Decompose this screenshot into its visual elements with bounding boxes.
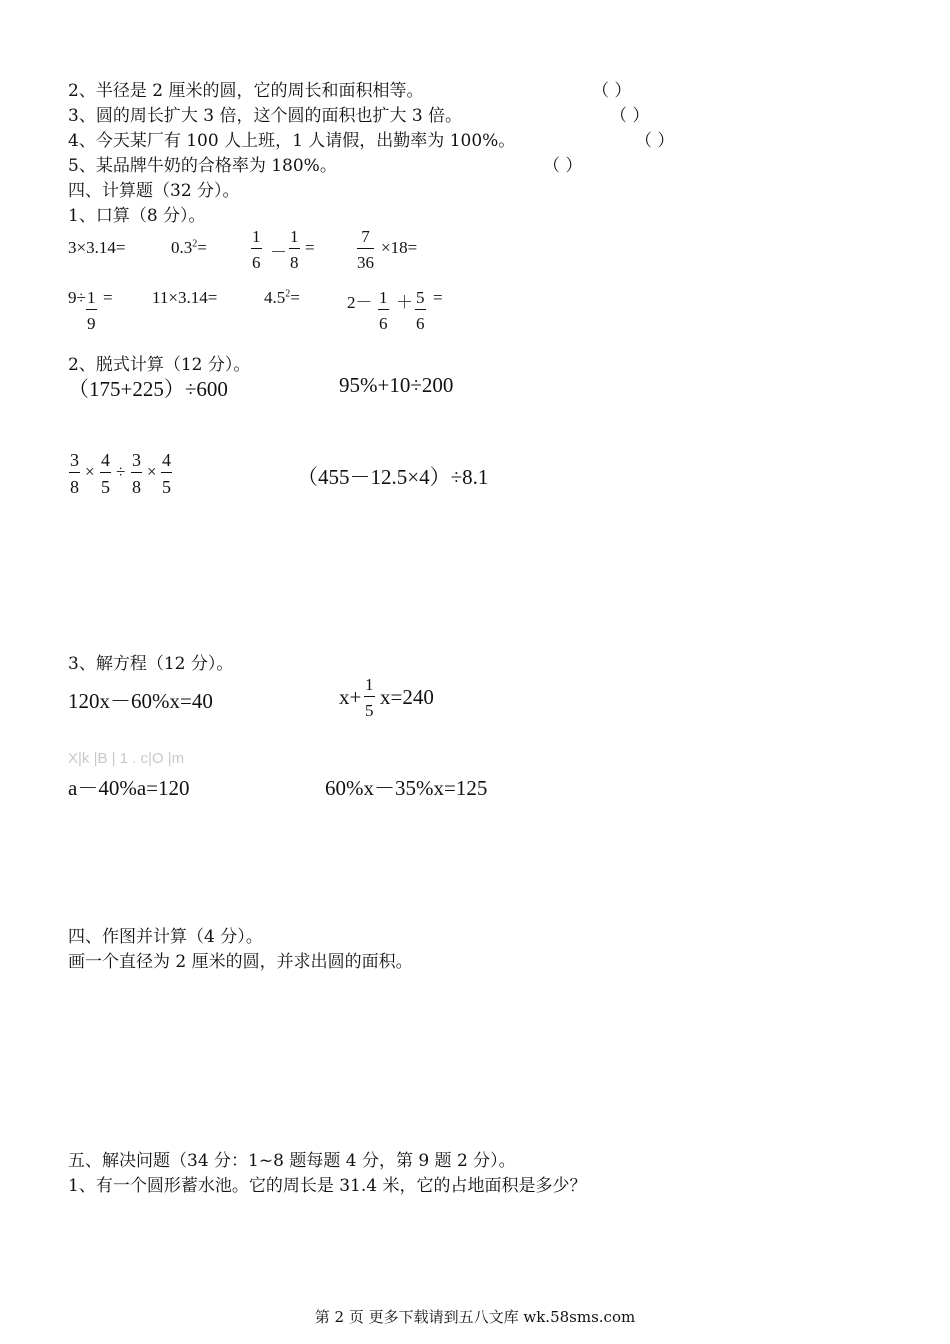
expression: 95%+10÷200 <box>339 373 454 397</box>
fraction: 1 9 <box>87 288 96 333</box>
oral-item: $0.3^2=$ <box>171 238 207 257</box>
equation-suffix: x=240 <box>380 685 434 709</box>
page-footer: 第 2 页 更多下载请到五八文库 wk.58sms.com <box>314 1308 636 1326</box>
judge-question-2: 2、半径是 2 厘米的圆，它的周长和面积相等。 <box>68 81 424 101</box>
section-title-calculation: 四、计算题（32 分）。 <box>68 181 240 201</box>
fraction: 7 36 <box>357 227 374 272</box>
problem-1: 1、有一个圆形蓄水池。它的周长是 31.4 米，它的占地面积是多少？ <box>68 1176 587 1196</box>
oral-item-prefix: 2－ <box>347 293 373 312</box>
drawing-instruction: 画一个直径为 2 厘米的圆，并求出圆的面积。 <box>68 952 413 972</box>
answer-bracket: （ ） <box>610 106 650 126</box>
answer-bracket: （ ） <box>635 131 675 151</box>
operator: ÷ <box>116 462 126 481</box>
judge-question-4: 4、今天某厂有 100 人上班，1 人请假，出勤率为 100%。 <box>68 131 516 151</box>
operator: × <box>85 462 95 481</box>
fraction: 4 5 <box>101 450 110 497</box>
equals: = <box>103 288 113 307</box>
fraction: 5 6 <box>416 288 425 333</box>
fraction: 4 5 <box>162 450 171 497</box>
fraction: 1 5 <box>365 675 374 720</box>
expression: （455－12.5×4）÷8.1 <box>297 465 489 489</box>
operator: × <box>147 462 157 481</box>
equals: = <box>433 288 443 307</box>
fraction: 1 8 <box>290 227 299 272</box>
oral-item: 11×3.14= <box>152 288 218 307</box>
stepwise-title: 2、脱式计算（12 分）。 <box>68 355 251 375</box>
oral-item-prefix: 9÷ <box>68 288 86 307</box>
equation: 60%x－35%x=125 <box>325 776 488 800</box>
fraction: 1 6 <box>252 227 261 272</box>
answer-bracket: （ ） <box>543 156 583 176</box>
equation: 120x－60%x=40 <box>68 689 213 713</box>
oral-item: 3×3.14= <box>68 238 126 257</box>
equation-prefix: x+ <box>339 685 362 709</box>
watermark: X|k |B | 1 . c|O |m <box>68 750 185 767</box>
drawing-title: 四、作图并计算（4 分）。 <box>68 927 263 947</box>
operator: － <box>270 243 287 262</box>
problems-title: 五、解决问题（34 分：1~8 题每题 4 分，第 9 题 2 分）。 <box>68 1151 516 1171</box>
equals: = <box>305 238 315 257</box>
operator: ＋ <box>396 293 413 312</box>
judge-question-5: 5、某品牌牛奶的合格率为 180%。 <box>68 156 337 176</box>
equation: a－40%a=120 <box>68 776 190 800</box>
fraction: 3 8 <box>70 450 79 497</box>
answer-bracket: （ ） <box>592 81 632 101</box>
oral-calc-title: 1、口算（8 分）。 <box>68 206 206 226</box>
fraction: 1 6 <box>379 288 388 333</box>
judge-question-3: 3、圆的周长扩大 3 倍，这个圆的面积也扩大 3 倍。 <box>68 106 463 126</box>
expression: （175+225）÷600 <box>68 377 228 401</box>
equations-title: 3、解方程（12 分）。 <box>68 654 234 674</box>
oral-item-tail: ×18= <box>381 238 418 257</box>
fraction: 3 8 <box>132 450 141 497</box>
oral-item: $4.5^2=$ <box>264 288 300 307</box>
